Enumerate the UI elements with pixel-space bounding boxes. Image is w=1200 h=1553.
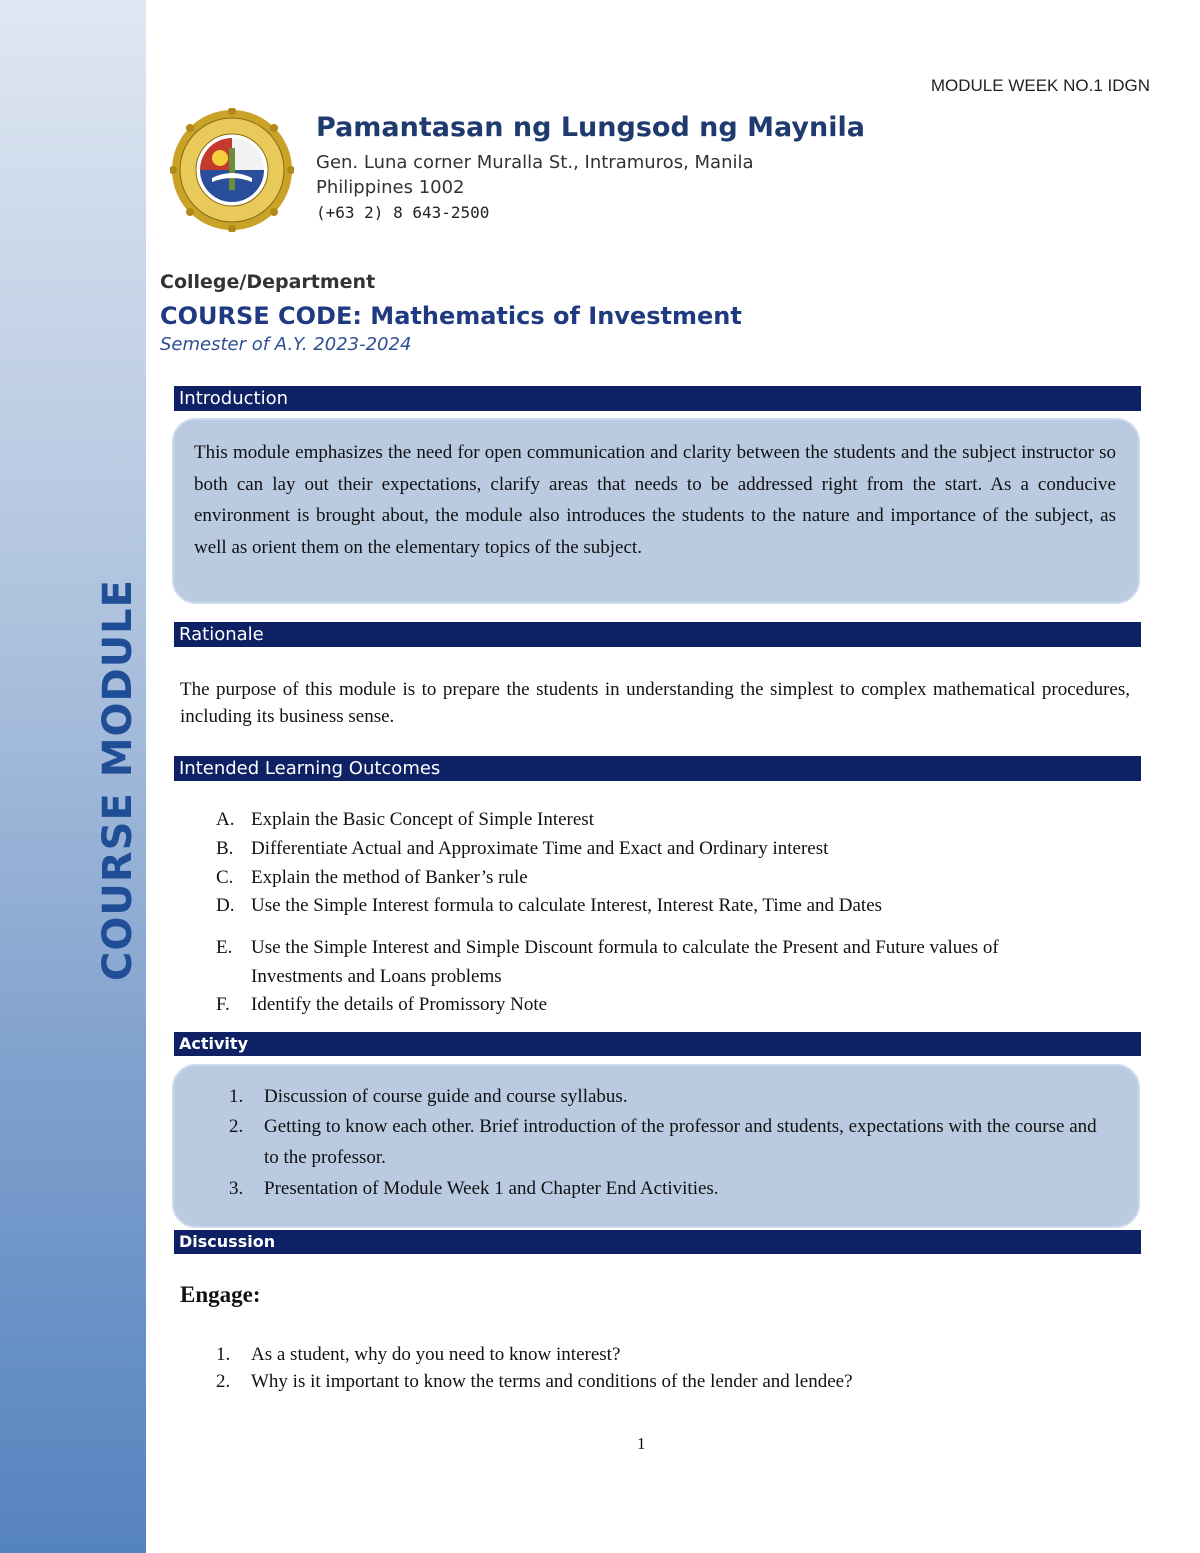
outcome-item [216,933,1116,991]
engage-question [216,1341,1116,1368]
activity-number: 2. [229,1116,244,1137]
semester-label: Semester of A.Y. 2023-2024 [160,334,412,355]
university-seal-logo [170,108,294,232]
section-bar-discussion: Discussion [174,1230,1141,1254]
activity-text: Getting to know each other. Brief introduction of the professor and students, expectations with the course and to the professor. [264,1116,1097,1168]
outcome-text: Explain the Basic Concept of Simple Interest [251,809,594,830]
question-text: As a student, why do you need to know interest? [251,1344,621,1365]
outcome-text: Use the Simple Interest formula to calculate Interest, Interest Rate, Time and Dates [251,895,883,916]
outcome-text: Identify the details of Promissory Note [251,994,548,1015]
course-title: COURSE CODE: Mathematics of Investment [160,302,742,330]
section-bar-activity: Activity [174,1032,1141,1056]
activity-item [229,1111,1119,1173]
outcome-text: Explain the method of Banker’s rule [251,867,528,888]
outcome-item [216,991,1116,1019]
address-line-1: Gen. Luna corner Muralla St., Intramuros, Manila [316,152,754,173]
university-phone: (+63 2) 8 643-2500 [316,203,490,222]
outcome-item [216,806,1116,834]
activity-item [229,1081,1119,1112]
module-week-label: MODULE WEEK NO.1 IDGN [930,76,1150,95]
outcome-label: C. [216,867,234,888]
address-line-2: Philippines 1002 [316,177,465,198]
activity-number: 1. [229,1086,244,1107]
activity-number: 3. [229,1178,244,1199]
section-bar-rationale: Rationale [174,622,1141,647]
question-text: Why is it important to know the terms and conditions of the lender and lendee? [251,1371,853,1392]
outcome-label: D. [216,895,235,916]
activity-item [229,1173,1119,1204]
university-address [316,150,754,200]
outcome-text: Use the Simple Interest and Simple Discount formula to calculate the Present and Future values of Investments and Loans problems [251,937,999,987]
page-number: 1 [637,1434,646,1453]
outcome-label: B. [216,838,234,859]
outcome-item [216,864,1116,892]
outcome-item [216,892,1116,920]
activity-text: Discussion of course guide and course syllabus. [264,1086,628,1107]
question-number: 2. [216,1371,231,1392]
engage-question [216,1368,1116,1395]
outcome-label: F. [216,994,230,1015]
university-name: Pamantasan ng Lungsod ng Maynila [316,112,865,143]
outcome-label: A. [216,809,235,830]
outcome-item [216,835,1116,863]
vertical-course-module-title: COURSE MODULE [95,578,141,982]
college-department-label: College/Department [160,271,376,293]
activity-text: Presentation of Module Week 1 and Chapter End Activities. [264,1178,719,1199]
outcome-label: E. [216,937,233,958]
outcome-text: Differentiate Actual and Approximate Time and Exact and Ordinary interest [251,838,829,859]
question-number: 1. [216,1344,231,1365]
section-bar-outcomes: Intended Learning Outcomes [174,756,1141,781]
engage-heading: Engage: [180,1282,261,1307]
rationale-text: The purpose of this module is to prepare the students in understanding the simplest to complex mathematical procedures, including its business sense. [180,679,1130,727]
section-bar-introduction: Introduction [174,386,1141,411]
introduction-text: This module emphasizes the need for open communication and clarity between the students and the subject instructor so both can lay out their expectations, clarify areas that needs to be addressed right from the start. As a conducive environment is brought about, the module also introduces the students to the nature and importance of the subject, as well as orient them on the elementary topics of the subject. [194,442,1116,558]
